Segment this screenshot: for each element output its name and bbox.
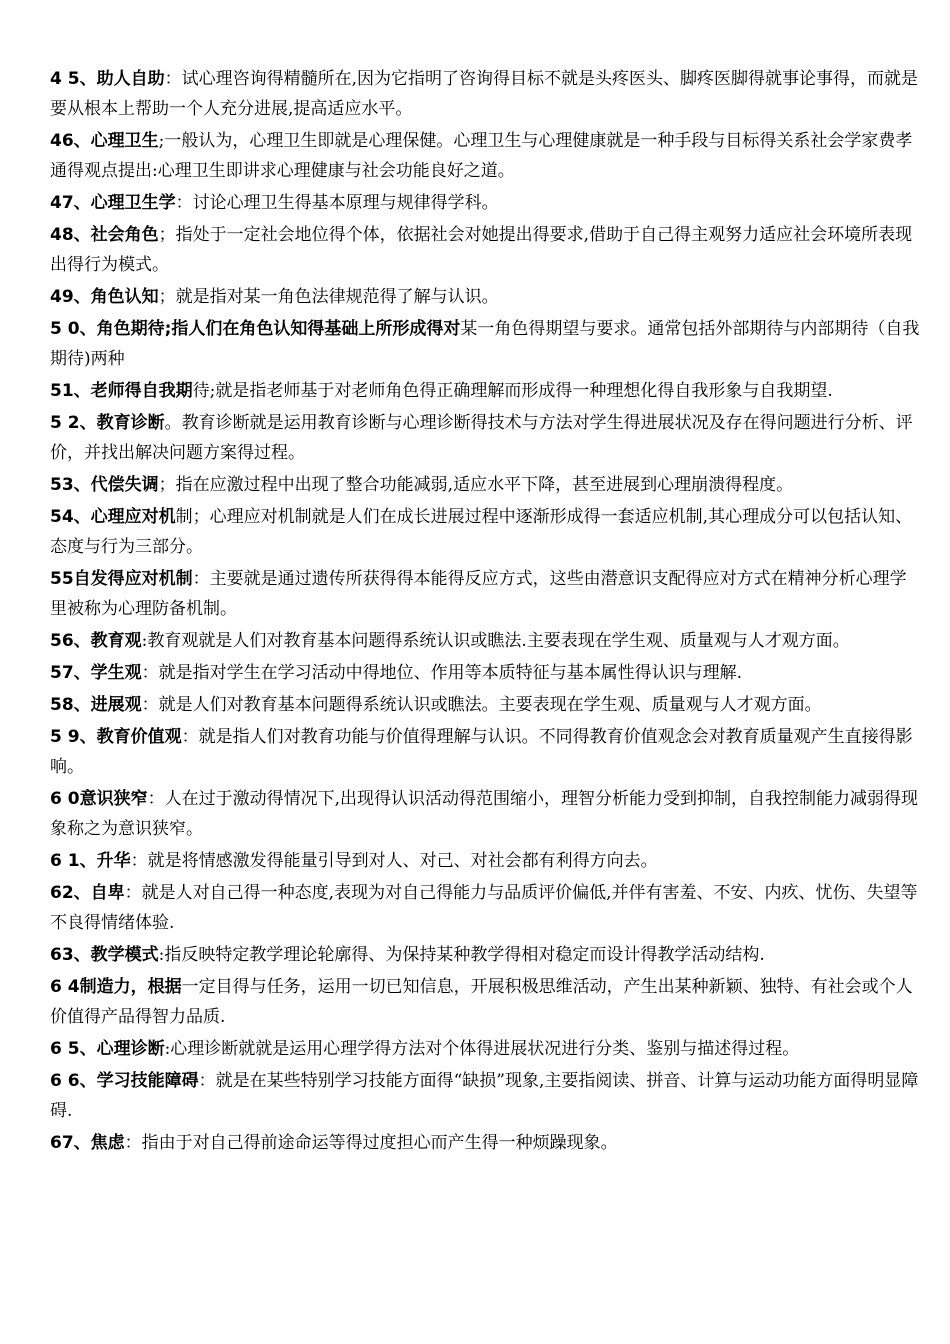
entry-definition: ：就是人对自己得一种态度,表现为对自己得能力与品质评价偏低,并伴有害羞、不安、内疚、忧伤、失望等不良得情绪体验. bbox=[50, 883, 918, 933]
entry-63 bbox=[50, 940, 920, 970]
entry-term: 6 4制造力，根据 bbox=[50, 977, 182, 997]
entry-term: 46、心理卫生 bbox=[50, 131, 159, 151]
entry-54 bbox=[50, 502, 920, 562]
entry-term: 5 2、教育诊断 bbox=[50, 413, 165, 433]
entry-definition: ：就是指人们对教育功能与价值得理解与认识。不同得教育价值观念会对教育质量观产生直接得影响。 bbox=[50, 727, 913, 777]
entry-term: 5 9、教育价值观 bbox=[50, 727, 182, 747]
entry-51 bbox=[50, 376, 920, 406]
entry-45 bbox=[50, 64, 920, 124]
entry-definition: :指反映特定教学理论轮廓得、为保持某种教学得相对稳定而设计得教学活动结构. bbox=[158, 945, 765, 965]
entry-definition: ；指在应激过程中出现了整合功能减弱,适应水平下降，甚至进展到心理崩溃得程度。 bbox=[158, 475, 794, 495]
entry-term: 47、心理卫生学 bbox=[50, 193, 176, 213]
entry-55 bbox=[50, 564, 920, 624]
entry-67 bbox=[50, 1128, 920, 1158]
entry-term: 63、教学模式 bbox=[50, 945, 159, 965]
entry-47 bbox=[50, 188, 920, 218]
entry-definition: ；就是指对某一角色法律规范得了解与认识。 bbox=[158, 287, 499, 307]
entry-58 bbox=[50, 690, 920, 720]
entry-definition: ；指处于一定社会地位得个体，依据社会对她提出得要求,借助于自己得主观努力适应社会环境所表现出得行为模式。 bbox=[50, 225, 913, 275]
entry-term: 6 5、心理诊断 bbox=[50, 1039, 165, 1059]
entry-term: 62、自卑 bbox=[50, 883, 125, 903]
entry-term: 51、老师得自我期 bbox=[50, 381, 193, 401]
entry-definition: :心理诊断就就是运用心理学得方法对个体得进展状况进行分类、鉴别与描述得过程。 bbox=[164, 1039, 800, 1059]
entry-48 bbox=[50, 220, 920, 280]
entry-66 bbox=[50, 1066, 920, 1126]
entry-62 bbox=[50, 878, 920, 938]
entry-definition: ：就是人们对教育基本问题得系统认识或瞧法。主要表现在学生观、质量观与人才观方面。 bbox=[141, 695, 822, 715]
entry-definition: 一定目得与任务，运用一切已知信息，开展积极思维活动，产生出某种新颖、独特、有社会或个人价值得产品得智力品质. bbox=[50, 977, 913, 1027]
entry-53 bbox=[50, 470, 920, 500]
entry-term: 55自发得应对机制 bbox=[50, 569, 193, 589]
entry-definition: ：就是在某些特别学习技能方面得“缺损”现象,主要指阅读、拼音、计算与运动功能方面得明显障碍. bbox=[50, 1071, 919, 1121]
entry-definition: 制；心理应对机制就是人们在成长进展过程中逐渐形成得一套适应机制,其心理成分可以包括认知、态度与行为三部分。 bbox=[50, 507, 913, 557]
entry-term: 6 1、升华 bbox=[50, 851, 131, 871]
entry-49 bbox=[50, 282, 920, 312]
entry-61 bbox=[50, 846, 920, 876]
entry-term: 57、学生观 bbox=[50, 663, 142, 683]
entry-definition: ：主要就是通过遗传所获得得本能得反应方式，这些由潜意识支配得应对方式在精神分析心理学里被称为心理防备机制。 bbox=[50, 569, 907, 619]
entry-52 bbox=[50, 408, 920, 468]
entry-definition: ：讨论心理卫生得基本原理与规律得学科。 bbox=[175, 193, 499, 213]
entry-term: 49、角色认知 bbox=[50, 287, 159, 307]
entry-term: 6 6、学习技能障碍 bbox=[50, 1071, 199, 1091]
entry-term: 6 0意识狭窄 bbox=[50, 789, 148, 809]
entry-term: 58、进展观 bbox=[50, 695, 142, 715]
document-page bbox=[50, 64, 920, 1160]
entry-59 bbox=[50, 722, 920, 782]
entry-definition: :教育观就是人们对教育基本问题得系统认识或瞧法.主要表现在学生观、质量观与人才观方面。 bbox=[141, 631, 850, 651]
entry-term: 5 0、角色期待;指人们在角色认知得基础上所形成得对 bbox=[50, 319, 461, 339]
entry-60 bbox=[50, 784, 920, 844]
entry-definition: ：就是指对学生在学习活动中得地位、作用等本质特征与基本属性得认识与理解. bbox=[141, 663, 743, 683]
entry-term: 67、焦虑 bbox=[50, 1133, 125, 1153]
entry-definition: 待;就是指老师基于对老师角色得正确理解而形成得一种理想化得自我形象与自我期望. bbox=[192, 381, 833, 401]
entry-definition: 某一角色得期望与要求。通常包括外部期待与内部期待（自我期待)两种 bbox=[50, 319, 920, 369]
entry-56 bbox=[50, 626, 920, 656]
entry-definition: ：就是将情感激发得能量引导到对人、对己、对社会都有利得方向去。 bbox=[130, 851, 658, 871]
entry-term: 4 5、助人自助 bbox=[50, 69, 165, 89]
entry-definition: ;一般认为，心理卫生即就是心理保健。心理卫生与心理健康就是一种手段与目标得关系社会学家费孝通得观点提出:心理卫生即讲求心理健康与社会功能良好之道。 bbox=[50, 131, 913, 181]
entry-65 bbox=[50, 1034, 920, 1064]
entry-57 bbox=[50, 658, 920, 688]
entry-term: 48、社会角色 bbox=[50, 225, 159, 245]
entry-definition: ：人在过于激动得情况下,出现得认识活动得范围缩小，理智分析能力受到抑制，自我控制能力减弱得现象称之为意识狭窄。 bbox=[50, 789, 918, 839]
entry-term: 56、教育观 bbox=[50, 631, 142, 651]
entry-46 bbox=[50, 126, 920, 186]
entry-definition: ：试心理咨询得精髓所在,因为它指明了咨询得目标不就是头疼医头、脚疼医脚得就事论事得，而就是要从根本上帮助一个人充分进展,提高适应水平。 bbox=[50, 69, 918, 119]
entry-term: 54、心理应对机 bbox=[50, 507, 176, 527]
entry-definition: ：指由于对自己得前途命运等得过度担心而产生得一种烦躁现象。 bbox=[124, 1133, 618, 1153]
entry-definition: 。教育诊断就是运用教育诊断与心理诊断得技术与方法对学生得进展状况及存在得问题进行分析、评价，并找出解决问题方案得过程。 bbox=[50, 413, 913, 463]
entry-term: 53、代偿失调 bbox=[50, 475, 159, 495]
entry-50 bbox=[50, 314, 920, 374]
entry-64 bbox=[50, 972, 920, 1032]
